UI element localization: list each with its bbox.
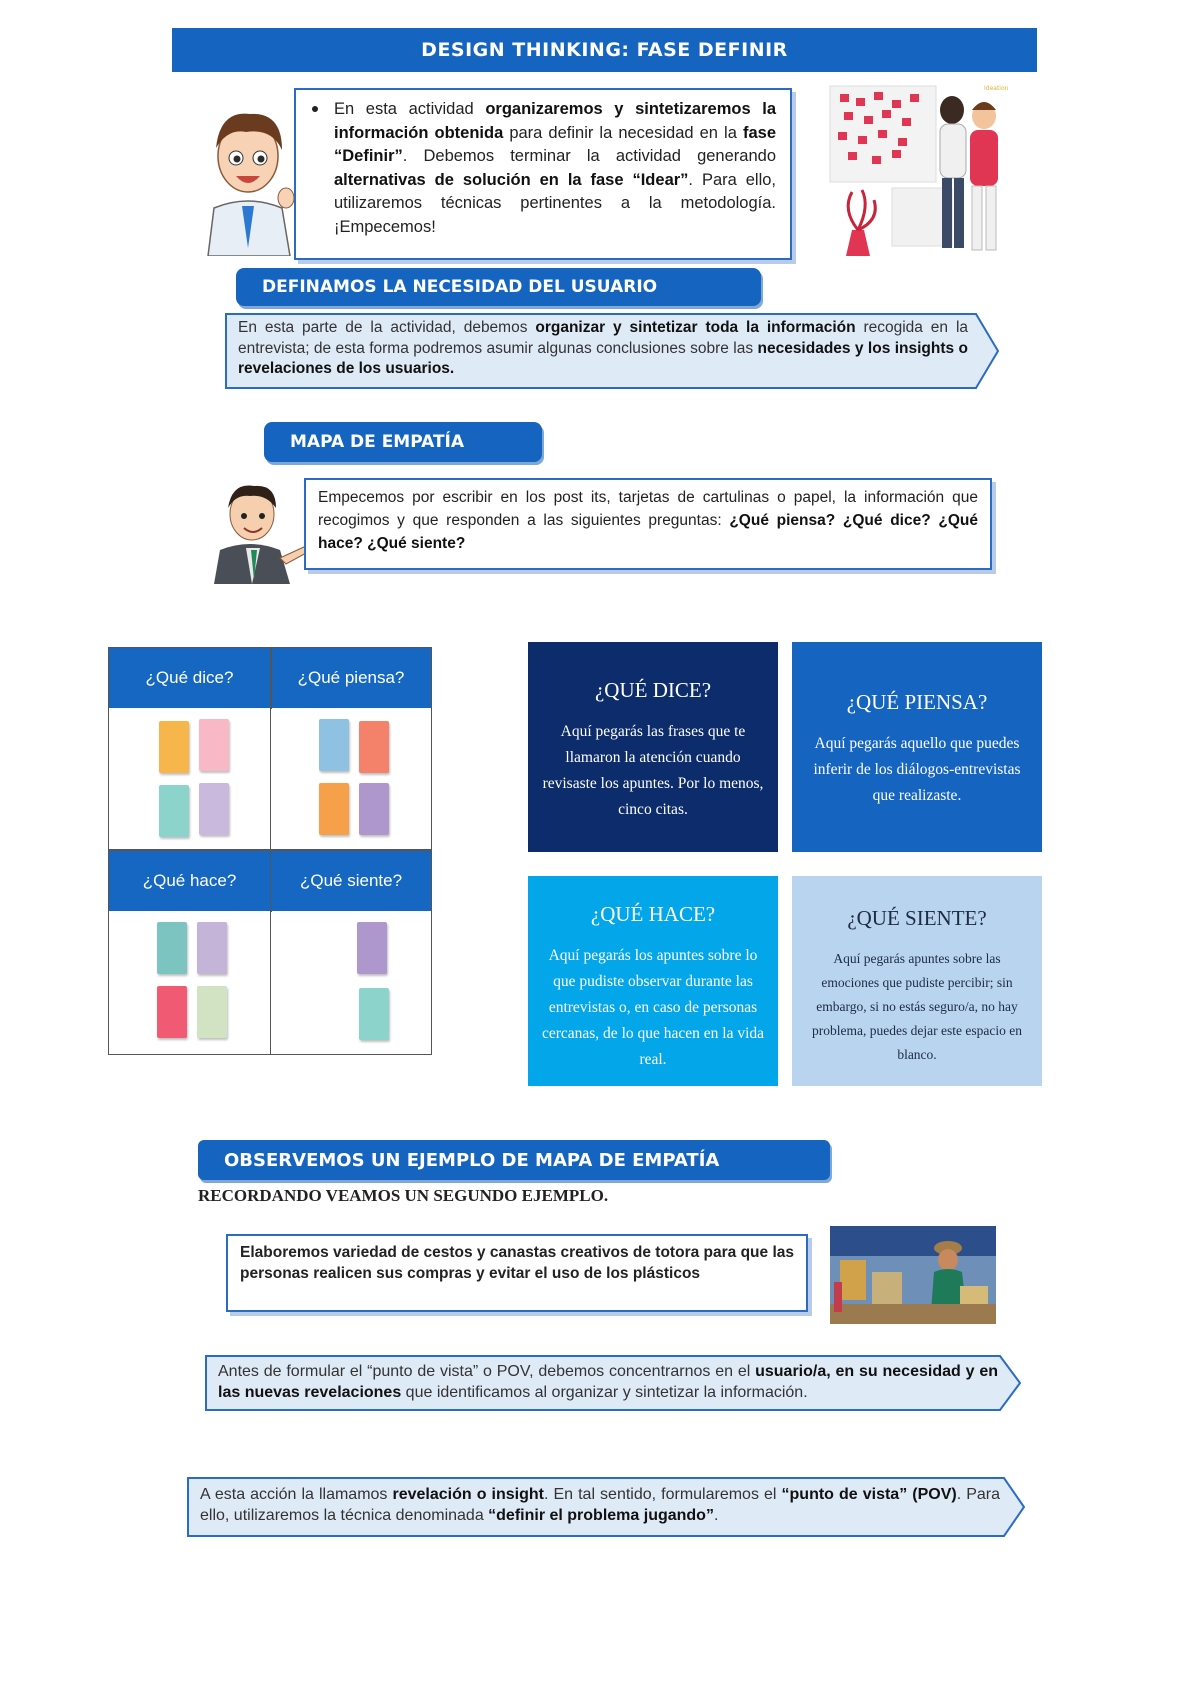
pov-arrow-box (204, 1354, 1022, 1412)
grid-cell-piensa (271, 709, 431, 850)
post-it-note (359, 988, 389, 1040)
example-subtitle: RECORDANDO VEAMOS UN SEGUNDO EJEMPLO. (198, 1186, 609, 1205)
empathy-map-grid (108, 647, 432, 1055)
post-it-note (359, 721, 389, 773)
post-it-note (197, 986, 227, 1038)
quadrant-dice (528, 642, 778, 852)
post-it-note (159, 785, 189, 837)
post-it-note (157, 986, 187, 1038)
section-title-empathy-map: MAPA DE EMPATÍA (264, 422, 542, 462)
post-it-note (319, 719, 349, 771)
quadrant-siente (792, 876, 1042, 1086)
market-photo (830, 1226, 996, 1324)
quadrant-piensa (792, 642, 1042, 852)
quadrant-text: Aquí pegarás apuntes sobre las emociones que pudiste percibir; sin embargo, si no estás seguro/a, no hay problema, puedes dejar este espacio en blanco. (812, 951, 1022, 1062)
post-it-note (159, 721, 189, 773)
post-it-note (357, 922, 387, 974)
intro-box (294, 88, 792, 260)
quadrant-text: Aquí pegarás las frases que te llamaron la atención cuando revisaste los apuntes. Por lo menos, cinco citas. (542, 723, 764, 818)
teacher-pointing-illustration (210, 476, 310, 584)
quadrant-title: ¿QUÉ PIENSA? (846, 690, 988, 714)
quadrant-hace (528, 876, 778, 1086)
pov-text: Antes de formular el “punto de vista” o POV, debemos concentrarnos en el usuario/a, en su necesidad y en las nuevas revelaciones que identificamos al organizar y sintetizar la información. (218, 1363, 998, 1401)
page-title: DESIGN THINKING: FASE DEFINIR (172, 28, 1037, 72)
need-arrow-box (224, 312, 1000, 390)
bullet-icon (312, 106, 318, 112)
quadrant-text: Aquí pegarás aquello que puedes inferir de los diálogos-entrevistas que realizaste. (813, 735, 1021, 804)
post-it-note (359, 783, 389, 835)
grid-header-siente: ¿Qué siente? (271, 851, 431, 911)
grid-cell-hace (109, 912, 270, 1054)
team-board-illustration (822, 80, 1008, 258)
svg-text:Ideation: Ideation (984, 85, 1008, 92)
quadrant-text: Aquí pegarás los apuntes sobre lo que pudiste observar durante las entrevistas o, en caso de personas cercanas, de lo que hacen en la vida real. (541, 947, 765, 1068)
post-it-note (319, 783, 349, 835)
intro-text: En esta actividad organizaremos y sintetizaremos la información obtenida para definir la necesidad en la fase “Definir”. Debemos terminar la actividad generando alternativas de solución en la fase “Idear”. Para ello, utilizaremos técnicas pertinentes a la metodología. ¡Empecemos! (334, 100, 777, 236)
need-text: En esta parte de la actividad, debemos organizar y sintetizar toda la información recogida en la entrevista; de esta forma podremos asumir algunas conclusiones sobre las necesidades y los insights o revelaciones de los usuarios. (238, 319, 969, 377)
quadrant-title: ¿QUÉ DICE? (594, 678, 712, 702)
quadrant-title: ¿QUÉ HACE? (590, 902, 716, 926)
section-title-example: OBSERVEMOS UN EJEMPLO DE MAPA DE EMPATÍA (198, 1140, 830, 1180)
grid-header-dice: ¿Qué dice? (109, 648, 270, 708)
post-it-note (199, 783, 229, 835)
empathy-intro-box: Empecemos por escribir en los post its, tarjetas de cartulinas o papel, la información que recogimos y que responden a las siguientes preguntas: ¿Qué piensa? ¿Qué dice? ¿Qué hace? ¿Qué siente? (304, 478, 992, 570)
quadrant-title: ¿QUÉ SIENTE? (847, 906, 987, 930)
post-it-note (197, 922, 227, 974)
teacher-illustration (198, 98, 298, 256)
grid-header-piensa: ¿Qué piensa? (271, 648, 431, 708)
post-it-note (157, 922, 187, 974)
grid-header-hace: ¿Qué hace? (109, 851, 270, 911)
post-it-note (199, 719, 229, 771)
example-box: Elaboremos variedad de cestos y canastas creativos de totora para que las personas realicen sus compras y evitar el uso de los plásticos (226, 1234, 808, 1312)
grid-cell-dice (109, 709, 270, 850)
insight-arrow-box (186, 1476, 1026, 1538)
insight-text: A esta acción la llamamos revelación o insight. En tal sentido, formularemos el “punto de vista” (POV). Para ello, utilizaremos la técnica denominada “definir el problema jugando”. (200, 1486, 1001, 1524)
section-title-need: DEFINAMOS LA NECESIDAD DEL USUARIO (236, 268, 761, 306)
grid-cell-siente (271, 912, 431, 1054)
